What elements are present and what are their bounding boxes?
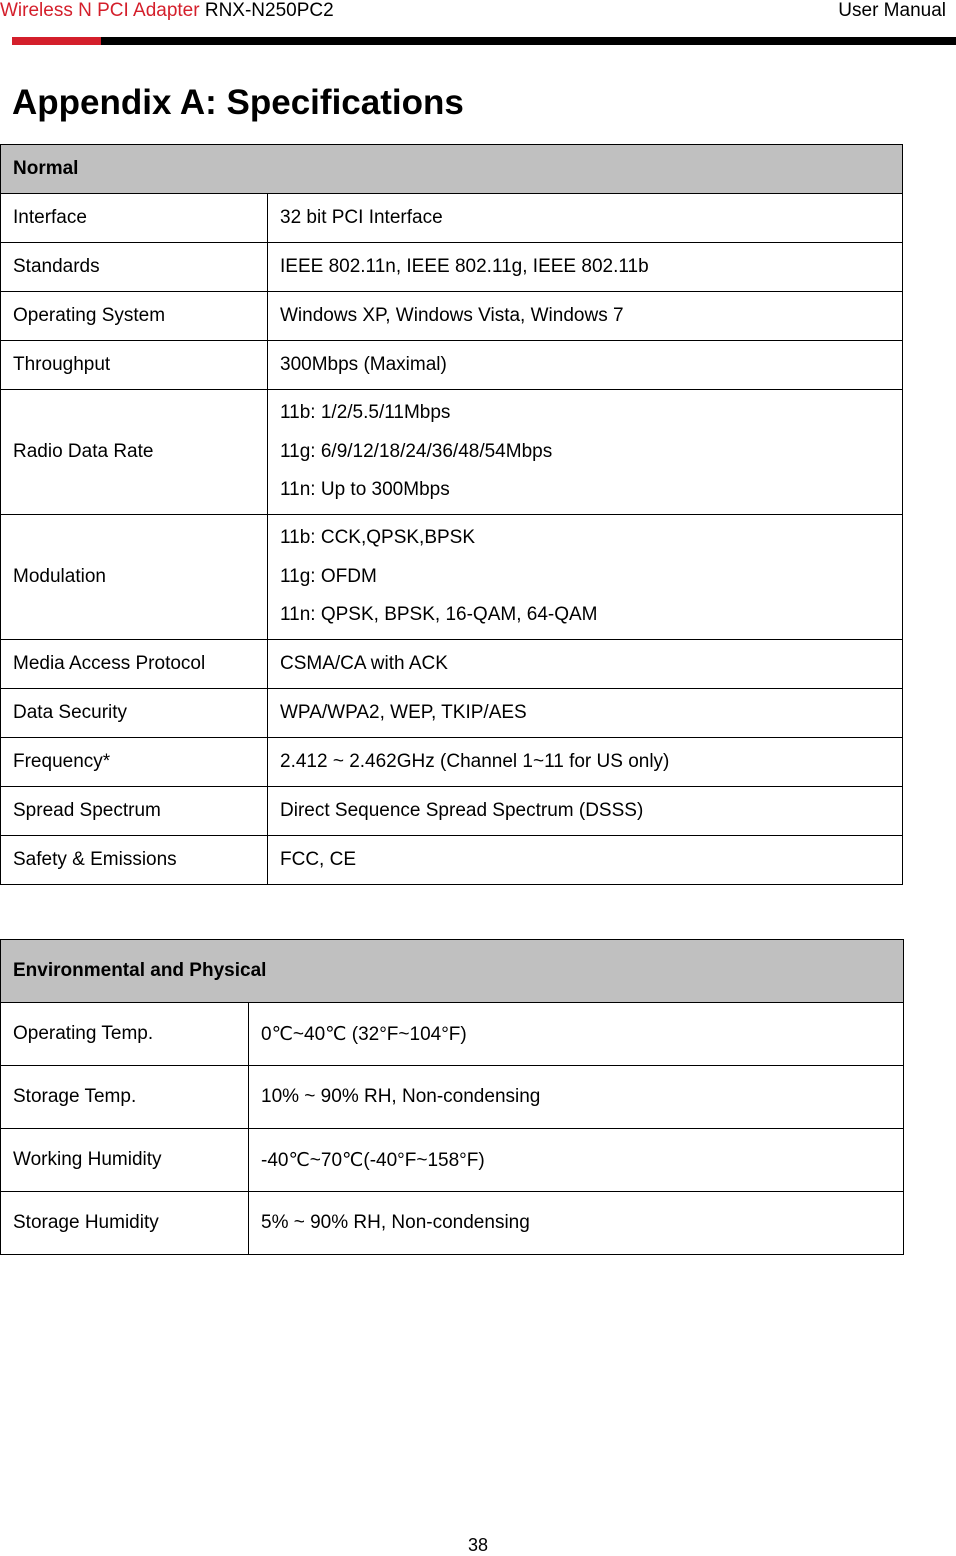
- spec-row: [1, 390, 903, 515]
- spec-value: 32 bit PCI Interface: [268, 194, 903, 243]
- spec-value: CSMA/CA with ACK: [268, 640, 903, 689]
- spec-value: WPA/WPA2, WEP, TKIP/AES: [268, 689, 903, 738]
- spec-row: [1, 243, 903, 292]
- spec-row: [1, 1003, 904, 1066]
- spec-value: Direct Sequence Spread Spectrum (DSSS): [268, 787, 903, 836]
- spec-label: Modulation: [1, 515, 268, 640]
- header-doc-type: User Manual: [838, 0, 946, 21]
- spec-value: 2.412 ~ 2.462GHz (Channel 1~11 for US only): [268, 738, 903, 787]
- header-rule: [101, 37, 956, 45]
- normal-spec-table: [0, 144, 903, 885]
- spec-row: [1, 292, 903, 341]
- spec-value: 5% ~ 90% RH, Non-condensing: [249, 1192, 904, 1255]
- spec-label: Data Security: [1, 689, 268, 738]
- spec-row: [1, 194, 903, 243]
- page-title: Appendix A: Specifications: [12, 83, 464, 122]
- normal-table-heading: Normal: [1, 145, 903, 194]
- spec-label: Standards: [1, 243, 268, 292]
- spec-row: [1, 341, 903, 390]
- spec-label: Storage Temp.: [1, 1066, 249, 1129]
- spec-value-line: 11n: Up to 300Mbps: [280, 479, 450, 501]
- spec-label: Operating System: [1, 292, 268, 341]
- spec-value-line: 11g: 6/9/12/18/24/36/48/54Mbps: [280, 440, 553, 462]
- spec-label: Throughput: [1, 341, 268, 390]
- spec-value: 10% ~ 90% RH, Non-condensing: [249, 1066, 904, 1129]
- env-table-heading-row: [1, 940, 904, 1003]
- spec-row: [1, 515, 903, 640]
- spec-label: Frequency*: [1, 738, 268, 787]
- spec-row: [1, 640, 903, 689]
- environmental-spec-table: [0, 939, 904, 1255]
- header-product-prefix: Wireless N PCI Adapter: [0, 0, 200, 21]
- spec-value: 300Mbps (Maximal): [268, 341, 903, 390]
- spec-label: Working Humidity: [1, 1129, 249, 1192]
- spec-row: [1, 738, 903, 787]
- spec-row: [1, 1066, 904, 1129]
- spec-label: Operating Temp.: [1, 1003, 249, 1066]
- spec-value: 0℃~40℃ (32°F~104°F): [249, 1003, 904, 1066]
- spec-value-line: 11b: CCK,QPSK,BPSK: [280, 527, 476, 549]
- header-rule-accent: [12, 37, 101, 45]
- spec-value-line: 11g: OFDM: [280, 565, 377, 587]
- page-number: 38: [467, 1535, 489, 1555]
- spec-label: Media Access Protocol: [1, 640, 268, 689]
- spec-label: Spread Spectrum: [1, 787, 268, 836]
- normal-table-heading-row: [1, 145, 903, 194]
- spec-value-line: 11n: QPSK, BPSK, 16-QAM, 64-QAM: [280, 604, 598, 626]
- spec-row: [1, 787, 903, 836]
- spec-value: [268, 515, 903, 640]
- env-table-heading: Environmental and Physical: [1, 940, 904, 1003]
- spec-row: [1, 1192, 904, 1255]
- spec-value: [268, 390, 903, 515]
- spec-label: Storage Humidity: [1, 1192, 249, 1255]
- spec-label: Safety & Emissions: [1, 836, 268, 885]
- spec-row: [1, 836, 903, 885]
- spec-value: -40℃~70℃(-40°F~158°F): [249, 1129, 904, 1192]
- spec-label: Radio Data Rate: [1, 390, 268, 515]
- header-model: RNX-N250PC2: [204, 0, 334, 21]
- spec-value: Windows XP, Windows Vista, Windows 7: [268, 292, 903, 341]
- spec-row: [1, 1129, 904, 1192]
- spec-value: FCC, CE: [268, 836, 903, 885]
- spec-value-line: 11b: 1/2/5.5/11Mbps: [280, 402, 451, 424]
- spec-label: Interface: [1, 194, 268, 243]
- header-product: [0, 0, 334, 22]
- spec-row: [1, 689, 903, 738]
- spec-value: IEEE 802.11n, IEEE 802.11g, IEEE 802.11b: [268, 243, 903, 292]
